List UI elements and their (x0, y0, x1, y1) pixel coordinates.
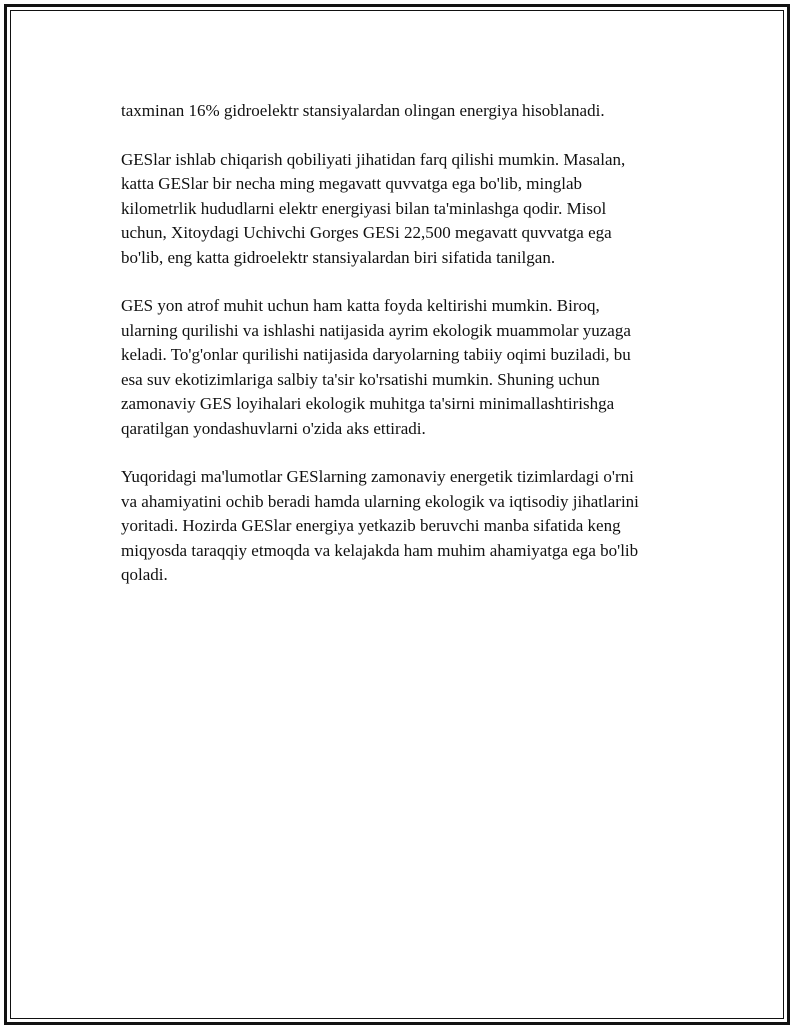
text-line: GES yon atrof muhit uchun ham katta foyda keltirishi mumkin. Biroq, (121, 296, 600, 315)
text-line: esa suv ekotizimlariga salbiy ta'sir ko'rsatishi mumkin. Shuning uchun (121, 369, 600, 389)
paragraph-3 (121, 294, 701, 441)
text-line: yoritadi. Hozirda GESlar energiya yetkazib beruvchi manba sifatida keng (121, 516, 621, 535)
text-line: kilometrlik hududlarni elektr energiyasi bilan ta'minlashga qodir. Misol (121, 198, 607, 218)
text-line: GESlar ishlab chiqarish qobiliyati jihatidan farq qilishi mumkin. Masalan, (121, 149, 626, 169)
text-line: miqyosda taraqqiy etmoqda va kelajakda ham muhim ahamiyatga ega bo'lib (121, 540, 639, 560)
text-line: qaratilgan yondashuvlarni o'zida aks ettiradi. (121, 418, 426, 438)
paragraph-1 (121, 99, 701, 124)
text-line: qoladi. (121, 565, 168, 584)
text-line: va ahamiyatini ochib beradi hamda ularning ekologik va iqtisodiy jihatlarini (121, 491, 639, 511)
paragraph-2 (121, 148, 701, 271)
text-line: taxminan 16% gidroelektr stansiyalardan olingan energiya hisoblanadi. (121, 101, 605, 120)
text-line: keladi. To'g'onlar qurilishi natijasida daryolarning tabiiy oqimi buziladi, bu (121, 345, 631, 364)
document-page (4, 4, 790, 1025)
text-line: Yuqoridagi ma'lumotlar GESlarning zamonaviy energetik tizimlardagi o'rni (121, 467, 634, 486)
document-body (121, 99, 701, 612)
text-line: katta GESlar bir necha ming megavatt quvvatga ega bo'lib, minglab (121, 174, 582, 193)
text-line: zamonaviy GES loyihalari ekologik muhitga ta'sirni minimallashtirishga (121, 394, 615, 413)
text-line: bo'lib, eng katta gidroelektr stansiyalardan biri sifatida tanilgan. (121, 247, 556, 267)
text-line: uchun, Xitoydagi Uchivchi Gorges GESi 22,500 megavatt quvvatga ega (121, 223, 612, 242)
paragraph-4 (121, 465, 701, 588)
text-line: ularning qurilishi va ishlashi natijasida ayrim ekologik muammolar yuzaga (121, 320, 631, 340)
